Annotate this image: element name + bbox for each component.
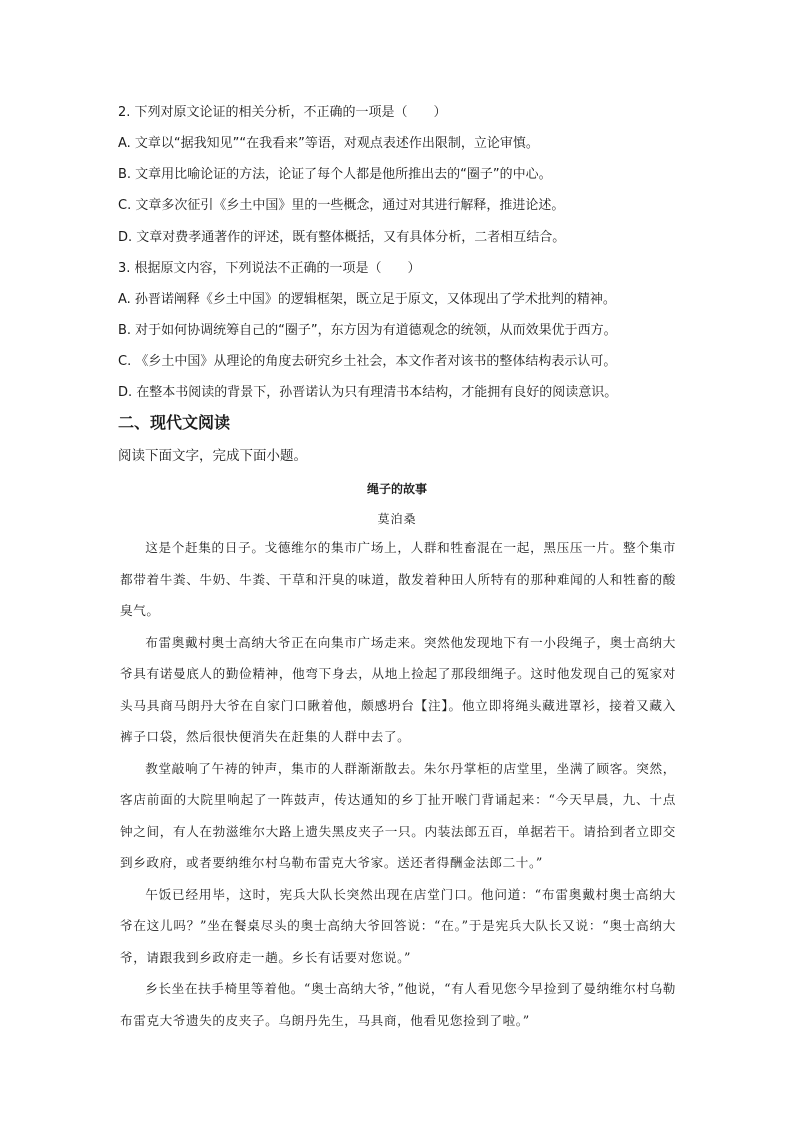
question-3-option-b: B. 对于如何协调统筹自己的“圈子”，东方因为有道德观念的统领，从而效果优于西方。	[118, 323, 617, 338]
story-body	[120, 532, 676, 1036]
story-paragraph: 布雷奥戴村奥士高纳大爷正在向集市广场走来。突然他发现地下有一小段绳子，奥士高纳大爷具有诺曼底人的勤俭精神，他弯下身去，从地上捡起了那段细绳子。这时他发现自己的冤家对头马具商马朗丹大爷在自家门口瞅着他，颇感坍台【注】。他立即将绳头藏进罩衫，接着又藏入裤子口袋，然后很快便消失在赶集的人群中去了。	[120, 634, 676, 744]
question-3-option-d: D. 在整本书阅读的背景下，孙晋诺认为只有理清书本结构，才能拥有良好的阅读意识。	[118, 385, 618, 400]
story-paragraph: 教堂敲响了午祷的钟声，集市的人群渐渐散去。朱尔丹掌柜的店堂里，坐满了顾客。突然，客店前面的大院里响起了一阵鼓声，传达通知的乡丁扯开喉门背诵起来：“今天早晨，九、十点钟之间，有人在勃滋维尔大路上遗失黑皮夹子一只。内装法郎五百，单据若干。请拾到者立即交到乡政府，或者要纳维尔村乌勒布雷克大爷家。送还者得酬金法郎二十。”	[120, 760, 676, 870]
question-2-option-b: B. 文章用比喻论证的方法，论证了每个人都是他所推出去的“圈子”的中心。	[118, 167, 552, 182]
question-2-stem: 2. 下列对原文论证的相关分析，不正确的一项是（ ）	[118, 105, 447, 120]
question-2-option-a: A. 文章以“据我知见”“在我看来”等语，对观点表述作出限制，立论审慎。	[118, 136, 539, 151]
question-3-stem: 3. 根据原文内容，下列说法不正确的一项是（ ）	[118, 261, 421, 276]
section-heading: 二、现代文阅读	[118, 413, 231, 432]
question-3-option-a: A. 孙晋诺阐释《乡土中国》的逻辑框架，既立足于原文，又体现出了学术批判的精神。	[118, 292, 616, 307]
section-instruction: 阅读下面文字，完成下面小题。	[118, 448, 307, 464]
story-author: 莫泊桑	[377, 512, 417, 526]
question-2-option-d: D. 文章对费孝通著作的评述，既有整体概括，又有具体分析，二者相互结合。	[118, 230, 566, 245]
story-paragraph: 这是个赶集的日子。戈德维尔的集市广场上，人群和牲畜混在一起，黑压压一片。整个集市都带着牛粪、牛奶、牛粪、干草和汗臭的味道，散发着种田人所特有的那种难闻的人和牲畜的酸臭气。	[120, 540, 676, 618]
story-title: 绳子的故事	[366, 482, 427, 496]
story-paragraph: 午饭已经用毕，这时，宪兵大队长突然出现在店堂门口。他问道：“布雷奥戴村奥士高纳大爷在这儿吗？”坐在餐桌尽头的奥士高纳大爷回答说：“在。”于是宪兵大队长又说：“奥士高纳大爷，请跟我到乡政府走一趟。乡长有话要对您说。”	[120, 886, 676, 965]
story-paragraph: 乡长坐在扶手椅里等着他。“奥士高纳大爷，”他说，“有人看见您今早捡到了曼纳维尔村乌勒布雷克大爷遗失的皮夹子。乌朗丹先生，马具商，他看见您捡到了啦。”	[120, 981, 676, 1028]
question-2-option-c: C. 文章多次征引《乡土中国》里的一些概念，通过对其进行解释，推进论述。	[118, 198, 565, 213]
question-3-option-c: C. 《乡土中国》从理论的角度去研究乡土社会，本文作者对该书的整体结构表示认可。	[118, 354, 617, 369]
